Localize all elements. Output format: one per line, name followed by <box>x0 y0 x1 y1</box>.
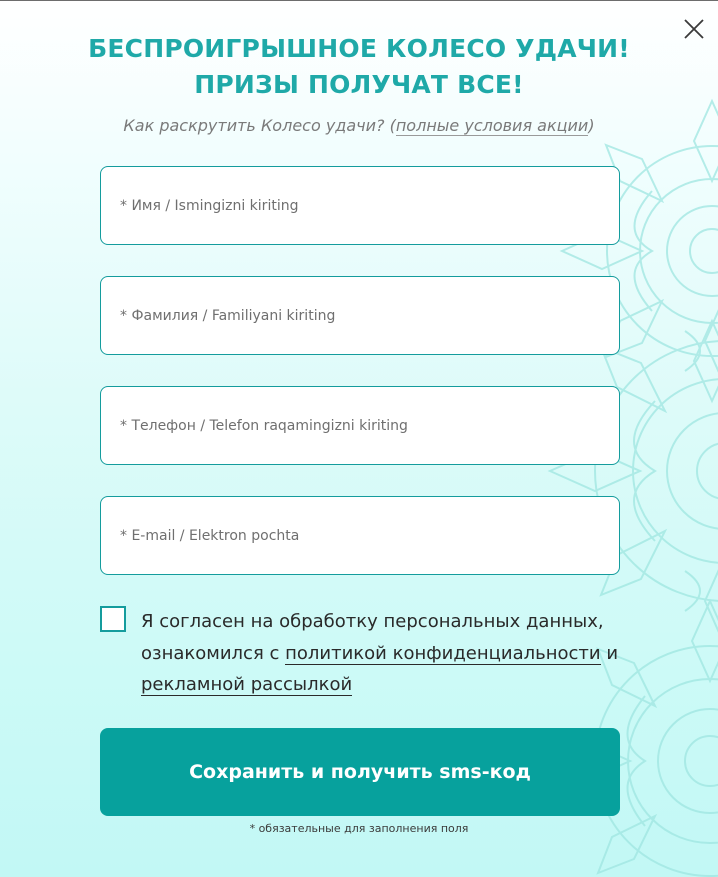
required-fields-note: * обязательные для заполнения поля <box>249 822 469 835</box>
privacy-policy-link[interactable]: политикой конфиденциальности <box>285 642 601 664</box>
first-name-input[interactable] <box>100 166 620 245</box>
last-name-input[interactable] <box>100 276 620 355</box>
email-input[interactable] <box>100 496 620 575</box>
consent-checkbox[interactable] <box>100 606 126 632</box>
consent-conjunction: и <box>600 642 619 664</box>
phone-input[interactable] <box>100 386 620 465</box>
subtitle <box>0 116 718 135</box>
mailing-link[interactable]: рекламной рассылкой <box>141 674 353 695</box>
subtitle-text: Как раскрутить Колесо удачи? ( <box>123 116 396 135</box>
consent-label: Я согласен на обработку персональных данных, ознакомился с <box>141 611 604 664</box>
consent-text <box>141 606 621 701</box>
submit-sms-button[interactable]: Сохранить и получить sms-код <box>100 728 620 816</box>
terms-link[interactable]: полные условия акции <box>395 116 589 135</box>
subtitle-close-paren: ) <box>588 116 595 135</box>
page-title-line2: ПРИЗЫ ПОЛУЧАТ ВСЕ! <box>194 70 524 99</box>
page-title-line1: БЕСПРОИГРЫШНОЕ КОЛЕСО УДАЧИ! <box>88 34 630 63</box>
